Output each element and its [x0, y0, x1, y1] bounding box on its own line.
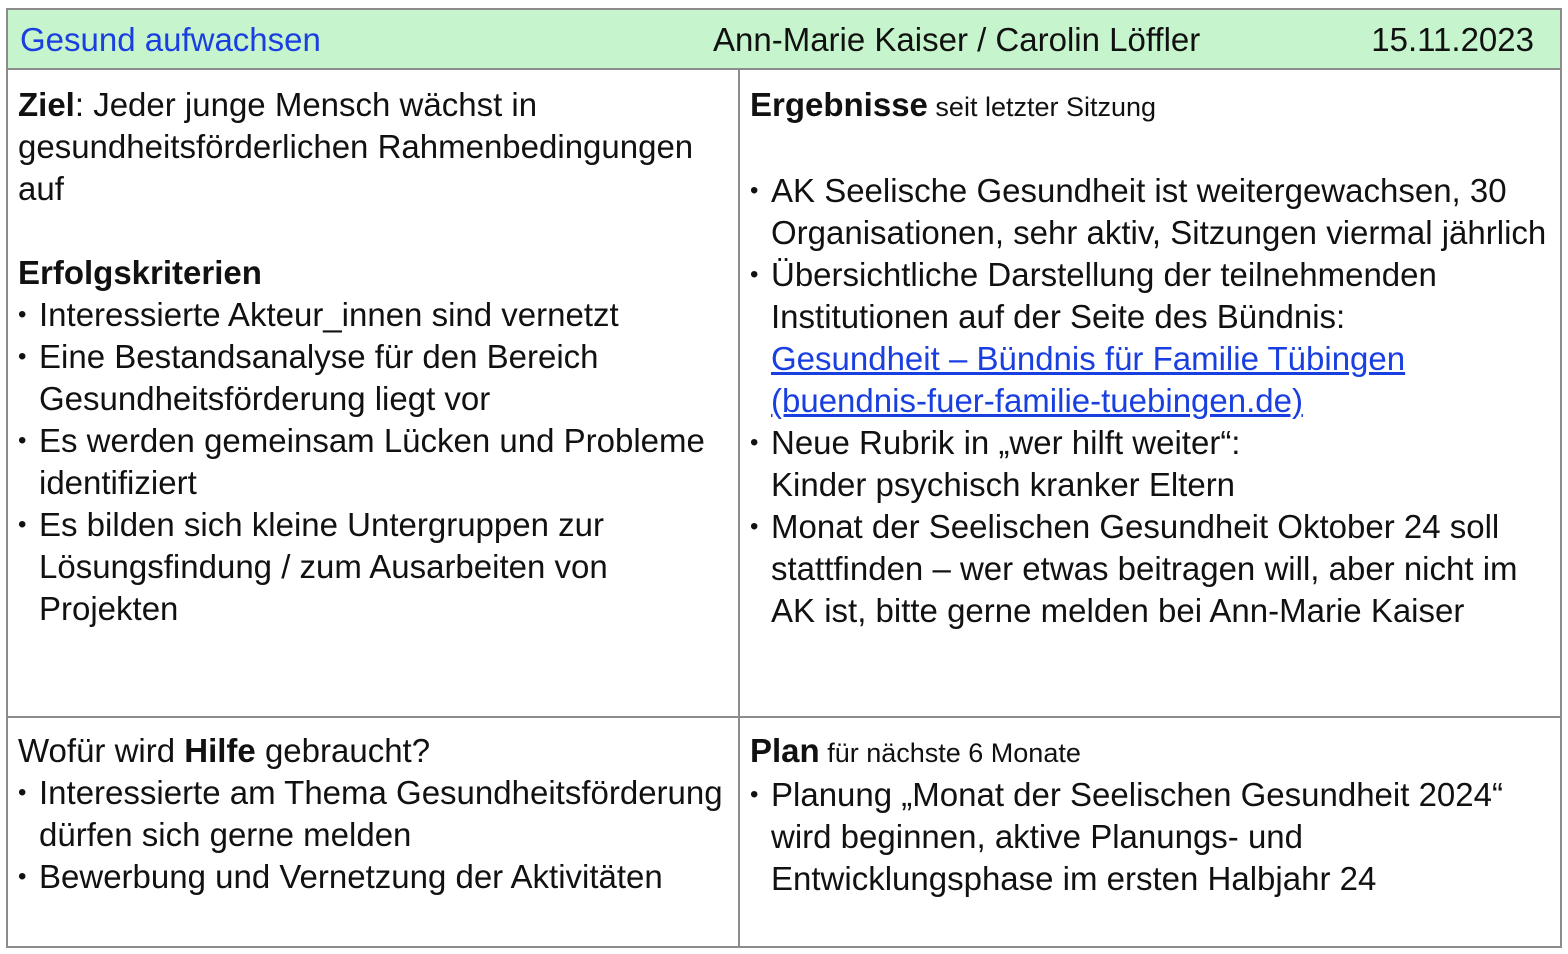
list-item: • Interessierte Akteur_innen sind vernetzt — [18, 294, 730, 336]
plan-subheading: für nächste 6 Monate — [819, 738, 1081, 768]
help-heading-bold: Hilfe — [184, 732, 256, 769]
list-item: • Bewerbung und Vernetzung der Aktivitäten — [18, 856, 730, 898]
list-item — [750, 422, 1550, 506]
results-cell — [750, 84, 1550, 632]
goal-label: Ziel — [18, 86, 75, 123]
help-heading — [18, 730, 730, 772]
list-item: • Es bilden sich kleine Untergruppen zur Lösungsfindung / zum Ausarbeiten von Projekten — [18, 504, 730, 630]
list-item: • Planung „Monat der Seelischen Gesundheit 2024“ wird beginnen, aktive Planungs- und Entwicklungsphase im ersten Halbjahr 24 — [750, 774, 1550, 900]
results-heading — [750, 84, 1550, 128]
plan-list — [750, 774, 1550, 900]
buendnis-link[interactable]: Gesundheit – Bündnis für Familie Tübingen (buendnis-fuer-familie-tuebingen.de) — [771, 340, 1406, 419]
list-item: • Interessierte am Thema Gesundheitsförderung dürfen sich gerne melden — [18, 772, 730, 856]
success-criteria-heading — [18, 252, 730, 294]
header-bar — [8, 10, 1560, 70]
plan-heading-text: Plan — [750, 732, 820, 769]
row-divider — [8, 716, 1560, 718]
results-heading-text: Ergebnisse — [750, 86, 928, 123]
success-criteria-list — [18, 294, 730, 630]
plan-cell — [750, 730, 1550, 900]
results-subheading: seit letzter Sitzung — [927, 92, 1157, 122]
results-list — [750, 170, 1550, 632]
help-heading-suffix: gebraucht? — [255, 732, 431, 769]
list-item: • AK Seelische Gesundheit ist weitergewachsen, 30 Organisationen, sehr aktiv, Sitzungen viermal jährlich — [750, 170, 1550, 254]
authors: Ann-Marie Kaiser / Carolin Löffler — [713, 21, 1201, 58]
success-criteria-heading-text: Erfolgskriterien — [18, 254, 262, 291]
list-item — [750, 254, 1550, 422]
list-item: • Es werden gemeinsam Lücken und Probleme identifiziert — [18, 420, 730, 504]
document-sheet — [6, 8, 1562, 948]
list-item: • Eine Bestandsanalyse für den Bereich Gesundheitsförderung liegt vor — [18, 336, 730, 420]
date: 15.11.2023 — [1371, 21, 1534, 58]
list-item-text: Übersichtliche Darstellung der teilnehmenden Institutionen auf der Seite des Bündnis: — [771, 256, 1437, 335]
goal-cell — [18, 84, 730, 630]
help-heading-prefix: Wofür wird — [18, 732, 185, 769]
help-list — [18, 772, 730, 898]
goal-statement — [18, 84, 730, 210]
goal-text: : Jeder junge Mensch wächst in gesundheitsförderlichen Rahmenbedingungen auf — [18, 86, 694, 207]
list-item-line: Neue Rubrik in „wer hilft weiter“: — [771, 424, 1241, 461]
help-cell — [18, 730, 730, 898]
topic-title: Gesund aufwachsen — [20, 21, 321, 58]
plan-heading — [750, 730, 1550, 774]
list-item-line: Kinder psychisch kranker Eltern — [771, 466, 1236, 503]
column-divider — [738, 70, 740, 946]
list-item: • Monat der Seelischen Gesundheit Oktober 24 soll stattfinden – wer etwas beitragen will, aber nicht im AK ist, bitte gerne melden bei Ann-Marie Kaiser — [750, 506, 1550, 632]
